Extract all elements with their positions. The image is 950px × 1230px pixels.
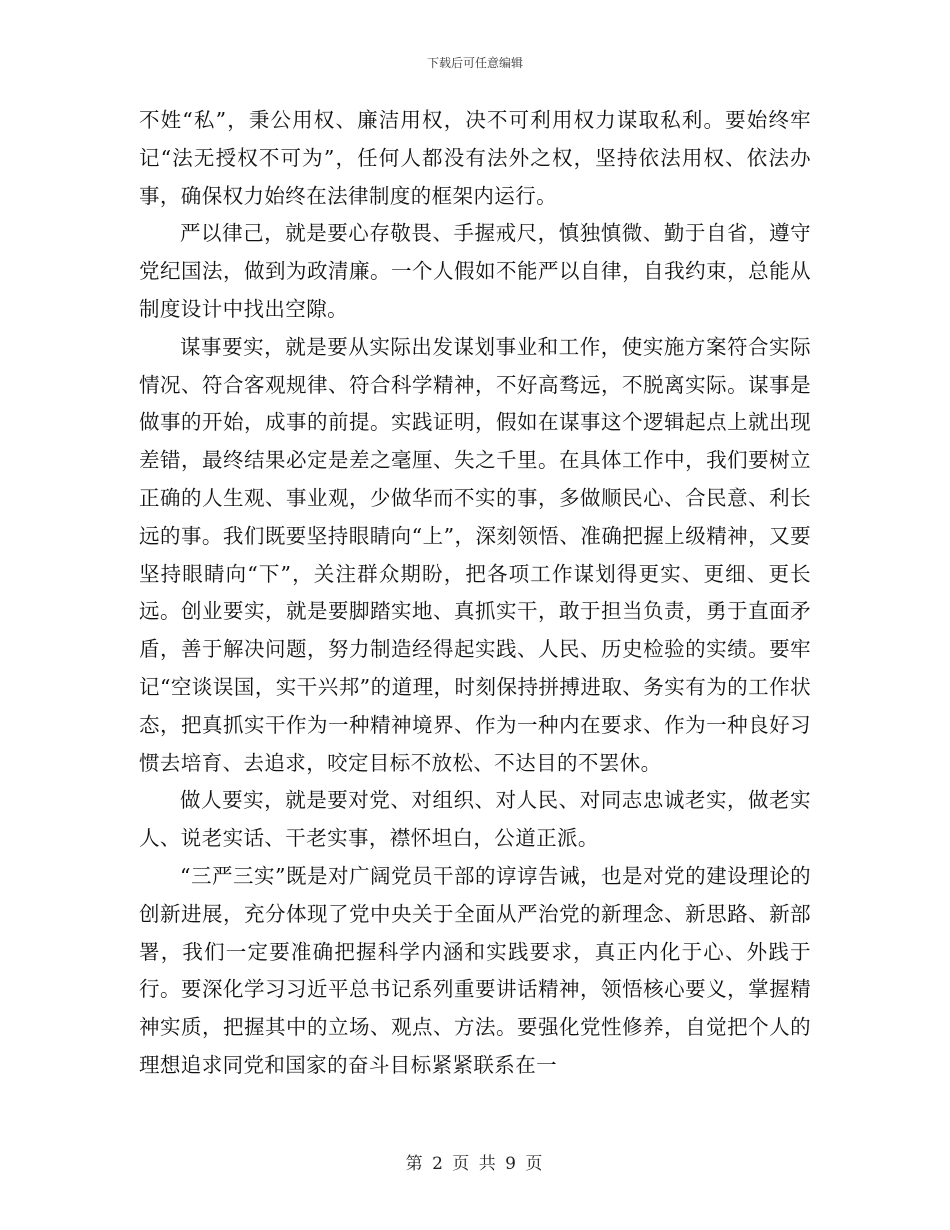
paragraph-conduct: 做人要实，就是要对党、对组织、对人民、对同志忠诚老实，做老实人、说老实话、干老实事，襟怀坦白，公道正派。 (139, 788, 811, 851)
page-number: 第 2 页 共 9 页 (405, 1154, 545, 1174)
paragraph-continued: 不姓“私”，秉公用权、廉洁用权，决不可利用权力谋取私利。要始终牢记“法无授权不可为”，任何人都没有法外之权，坚持依法用权、依法办事，确保权力始终在法律制度的框架内运行。 (139, 108, 811, 208)
paragraph-planning: 谋事要实，就是要从实际出发谋划事业和工作，使实施方案符合实际情况、符合客观规律、符合科学精神，不好高骛远，不脱离实际。谋事是做事的开始，成事的前提。实践证明，假如在谋事这个逻辑起点上就出现差错，最终结果必定是差之毫厘、失之千里。在具体工作中，我们要树立正确的人生观、事业观，少做华而不实的事，多做顺民心、合民意、利长远的事。我们既要坚持眼睛向“上”，深刻领悟、准确把握上级精神，又要坚持眼睛向“下”，关注群众期盼，把各项工作谋划得更实、更细、更长远。创业要实，就是要脚踏实地、真抓实干，敢于担当负责，勇于直面矛盾，善于解决问题，努力制造经得起实践、人民、历史检验的实绩。要牢记“空谈误国，实干兴邦”的道理，时刻保持拼搏进取、务实有为的工作状态，把真抓实干作为一种精神境界、作为一种内在要求、作为一种良好习惯去培育、去追求，咬定目标不放松、不达目的不罢休。 (139, 334, 811, 775)
document-body (139, 102, 811, 1085)
page-header: 下载后可任意编辑 (426, 56, 523, 70)
paragraph-discipline: 严以律己，就是要心存敬畏、手握戒尺，慎独慎微、勤于自省，遵守党纪国法，做到为政清廉。一个人假如不能严以自律，自我约束，总能从制度设计中找出空隙。 (139, 221, 811, 321)
paragraph-three-stricts: “三严三实”既是对广阔党员干部的谆谆告诫，也是对党的建设理论的创新进展，充分体现了党中央关于全面从严治党的新理念、新思路、新部署，我们一定要准确把握科学内涵和实践要求，真正内化于心、外践于行。要深化学习习近平总书记系列重要讲话精神，领悟核心要义，掌握精神实质，把握其中的立场、观点、方法。要强化党性修养，自觉把个人的理想追求同党和国家的奋斗目标紧紧联系在一 (139, 863, 811, 1077)
